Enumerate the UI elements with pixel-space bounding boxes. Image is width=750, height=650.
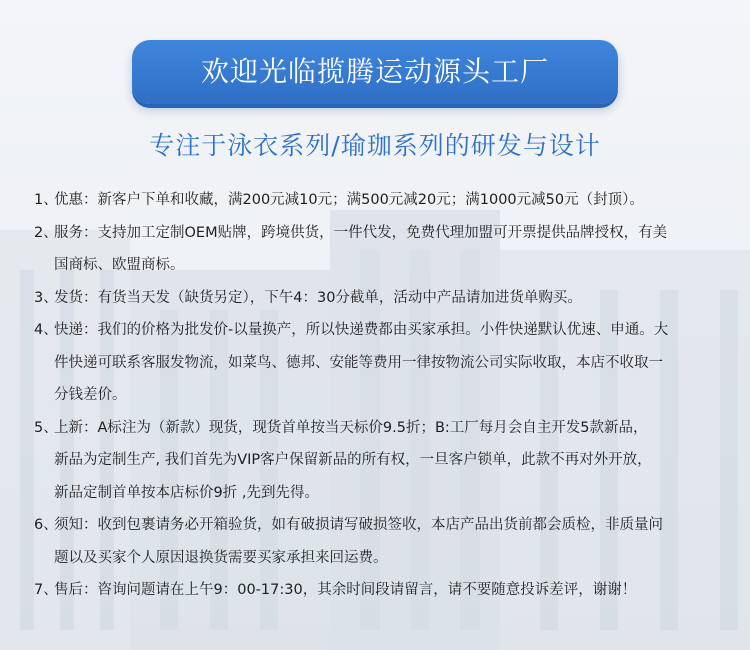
- rule-item: [34, 282, 730, 315]
- rule-number: 5、: [34, 419, 58, 436]
- rule-number: 3、: [34, 289, 58, 306]
- rule-line: 分钱差价。: [54, 387, 127, 403]
- rules-list: [34, 184, 730, 607]
- rule-number: 4、: [34, 322, 58, 338]
- rule-item: [34, 509, 730, 574]
- rule-body: [54, 282, 730, 315]
- rule-body: [54, 184, 730, 217]
- rule-line: 售后：咨询问题请在上午9：00-17:30，其余时间段请留言，请不要随意投诉差评，谢谢！: [54, 582, 637, 598]
- rule-line: 服务：支持加工定制OEM贴牌，跨境供货，一件代发，免费代理加盟可开票提供品牌授权，有美: [54, 224, 668, 241]
- rule-number: 2、: [34, 224, 58, 241]
- welcome-banner: 欢迎光临揽腾运动源头工厂: [132, 40, 618, 104]
- rule-item: [34, 412, 730, 510]
- rule-line: 国商标、欧盟商标。: [54, 257, 185, 273]
- rule-line: 上新：A标注为（新款）现货，现货首单按当天标价9.5折；B:工厂每月会自主开发5款新品，: [54, 419, 648, 436]
- rule-line: 优惠：新客户下单和收藏，满200元减10元；满500元减20元；满1000元减50元（封顶）。: [54, 192, 644, 208]
- rule-number: 1、: [34, 192, 58, 208]
- rule-body: [54, 314, 730, 412]
- rule-line: 题以及买家个人原因退换货需要买家承担来回运费。: [54, 549, 388, 566]
- rule-number: 6、: [34, 517, 58, 533]
- rule-item: [34, 314, 730, 412]
- rule-line: 新品为定制生产, 我们首先为VIP客户保留新品的所有权，一旦客户锁单，此款不再对外开放，: [54, 452, 652, 468]
- rule-number: 7、: [34, 582, 58, 598]
- rule-line: 新品定制首单按本店标价9折 ,先到先得。: [54, 484, 319, 501]
- rule-line: 发货：有货当天发（缺货另定），下午4：30分截单，活动中产品请加进货单购买。: [54, 289, 582, 306]
- rule-body: [54, 574, 730, 607]
- rule-body: [54, 217, 730, 282]
- rule-line: 快递：我们的价格为批发价-以量换产，所以快递费都由买家承担。小件快递默认优速、申通。大: [54, 322, 669, 338]
- rule-item: [34, 574, 730, 607]
- rule-line: 件快递可联系客服发物流，如菜鸟、德邦、安能等费用一律按物流公司实际收取，本店不收取一: [54, 354, 663, 371]
- rule-line: 须知：收到包裹请务必开箱验货，如有破损请写破损签收，本店产品出货前都会质检，非质量问: [54, 517, 663, 533]
- rule-body: [54, 509, 730, 574]
- page-subtitle: 专注于泳衣系列/瑜珈系列的研发与设计: [149, 131, 601, 160]
- rule-body: [54, 412, 730, 510]
- rule-item: [34, 184, 730, 217]
- rule-item: [34, 217, 730, 282]
